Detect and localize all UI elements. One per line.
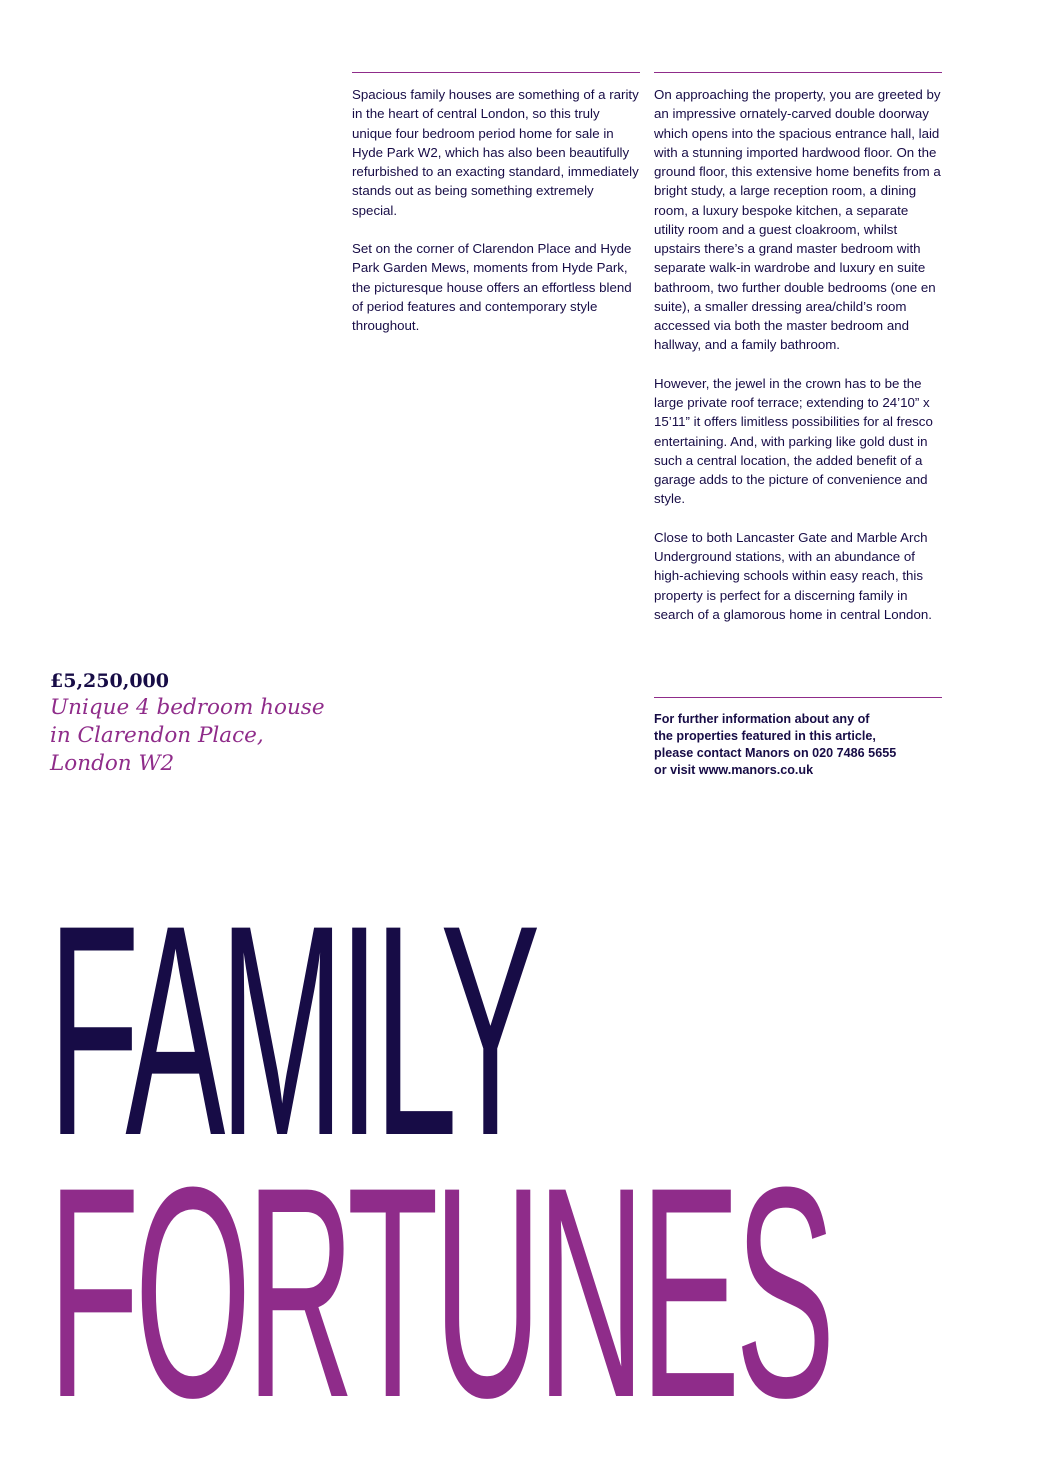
article-column-right — [654, 72, 942, 643]
contact-line: For further information about any of — [654, 712, 870, 726]
headline-family: FAMILY — [48, 862, 535, 1198]
contact-line: please contact Manors on 020 7486 5655 — [654, 746, 897, 760]
article-paragraph: Spacious family houses are something of a rarity in the heart of central London, so this truly unique four bedroom period home for sale in Hyde Park W2, which has also been beautifully refurbished to an exacting standard, immediately stands out as being something extremely special. — [352, 87, 639, 218]
listing-tagline-line: Unique 4 bedroom house — [50, 695, 325, 720]
listing-tagline-line: in Clarendon Place, — [50, 723, 264, 748]
article-column-left — [352, 72, 640, 355]
listing-tagline-line: London W2 — [50, 751, 175, 776]
contact-line: or visit www.manors.co.uk — [654, 763, 814, 777]
listing-summary — [50, 668, 325, 778]
contact-line: the properties featured in this article, — [654, 729, 876, 743]
headline-fortunes: FORTUNES — [48, 1124, 831, 1460]
contact-info — [654, 697, 942, 779]
article-paragraph: Set on the corner of Clarendon Place and Hyde Park Garden Mews, moments from Hyde Park, the picturesque house offers an effortless blend of period features and contemporary style throughout. — [352, 241, 632, 333]
article-paragraph: However, the jewel in the crown has to be the large private roof terrace; extending to 24’10” x 15’11” it offers limitless possibilities for al fresco entertaining. And, with parking like gold dust in such a central location, the added benefit of a garage adds to the picture of convenience and style. — [654, 375, 933, 507]
listing-price: £5,250,000 — [50, 670, 169, 692]
article-paragraph: Close to both Lancaster Gate and Marble Arch Underground stations, with an abundance of high-achieving schools within easy reach, this property is perfect for a discerning family in search of a glamorous home in central London. — [654, 529, 932, 622]
article-paragraph: On approaching the property, you are greeted by an impressive ornately-carved double doorway which opens into the spacious entrance hall, laid with a stunning imported hardwood floor. On the ground floor, this extensive home benefits from a bright study, a large reception room, a dining room, a luxury bespoke kitchen, a separate utility room and a guest cloakroom, whilst upstairs there’s a grand master bedroom with separate walk-in wardrobe and luxury en suite bathroom, two further double bedrooms (one en suite), a smaller dressing area/child’s room accessed via both the master bedroom and hallway, and a family bathroom. — [654, 87, 941, 353]
